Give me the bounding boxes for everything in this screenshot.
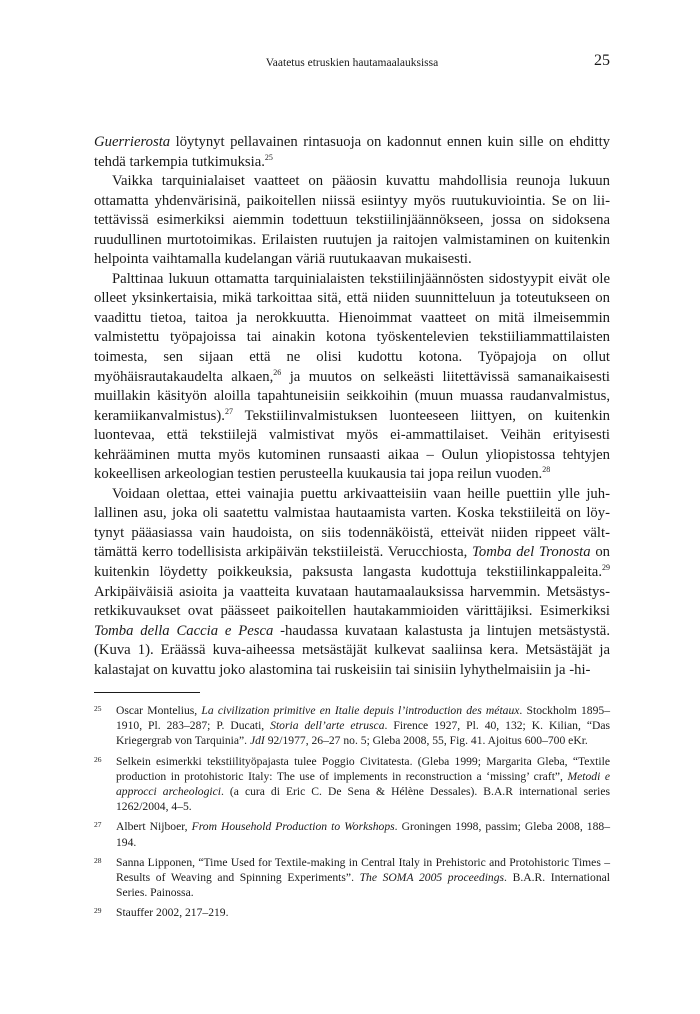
footnote-text: Selkein esimerkki tekstiilityöpajasta tulee Poggio Civitatesta. (Gleba 1999; Margarita Gleba, “Textile production in protohistoric Italy: The use of implements in reconstruction a ‘missing’ craft”,: [116, 754, 610, 783]
footnote: [94, 703, 610, 749]
footnote-text: Stauffer 2002, 217–219.: [116, 906, 229, 920]
footnotes: [94, 703, 610, 926]
paragraph-3: [94, 270, 610, 485]
footnote-text: . Firence 1927, Pl. 40, 132; K. Kilian, “Das Kriegergrab von Tarquinia”.: [116, 719, 610, 748]
footnote-ref-27[interactable]: 27: [224, 406, 233, 416]
paragraph-text: Tekstiilinvalmistuksen luonteeseen liittyen, on kuitenkin luontevaa, että tekstiilejä valmistivat myös ei-ammattilaiset. Veihän erityisesti kehrääminen mutta myös kutominen runsaasti aikaa – Oulun yliopistossa tehtyjen kokeellisen arkeologian testien perusteella kuukausia tai jopa reilun vuoden.: [94, 407, 610, 483]
footnote-number: 29: [94, 906, 102, 916]
paragraph-text: Vaikka tarquinialaiset vaatteet on pääosin kuvattu mahdollisia reunoja lukuun ottamatta yhdenvärisinä, paikoitellen niissä esiintyy myös ruutukuviointia. Se on liitettävissä esimerkiksi aiemmin todettuun tekstiilinjäännökseen, jossa on sidoksena ruudullinen murtotoimikas. Erilaisten ruutujen ja raitojen valmistaminen on kuitenkin helpointa vaihtamalla kudelangan väriä ruutukaavan mukaisesti.: [94, 173, 610, 268]
body-text: [94, 133, 610, 680]
footnote-title: JdI: [249, 734, 265, 748]
footnote-number: 26: [94, 754, 102, 764]
paragraph-2: [94, 172, 610, 270]
footnote-title: Metodi e approcci archeologici: [116, 769, 610, 799]
footnote-ref-25[interactable]: 25: [264, 152, 273, 162]
footnote-text: . Groningen 1998, passim; Gleba 2008, 188–194.: [116, 820, 610, 849]
paragraph-4: [94, 485, 610, 680]
footnote-text: . Stockholm 1895–1910, Pl. 283–287; P. Ducati,: [116, 704, 610, 733]
italic-tomb-name: Tomba della Caccia e Pesca: [94, 622, 274, 639]
footnote-text: 92/1977, 26–27 no. 5; Gleba 2008, 55, Fig. 41. Ajoitus 600–700 eKr.: [264, 734, 588, 748]
italic-place-name: Guerrierosta: [94, 134, 171, 150]
paragraph-1: [94, 133, 610, 172]
footnote-separator: [94, 692, 200, 693]
paragraph-text: Arkipäiväisiä asioita ja vaatteita kuvataan hautamaalauksissa harvemmin. Metsästysretkikuvaukset ovat päässeet paikoitellen hautakammioiden värittäjiksi. Esimerkiksi: [94, 583, 610, 620]
footnote-ref-26[interactable]: 26: [273, 367, 282, 377]
footnote-number: 28: [94, 855, 102, 865]
footnote-text: . (a cura di Eric C. De Sena & Hélène Dessales). B.A.R international series 1262/2004, 4–5.: [116, 785, 610, 814]
paragraph-text: ja muutos on selkeästi liitettävissä samanaikaisesti muillakin käsityön aloilla tapahtuneisiin seikkoihin (muun muassa raudanvalmistus, keramiikanvalmistus).: [94, 368, 610, 424]
running-title: Vaatetus etruskien hautamaalauksissa: [265, 57, 439, 69]
italic-tomb-name: Tomba del Tronosta: [472, 544, 591, 561]
footnote: [94, 855, 610, 901]
footnote-text: Oscar Montelius,: [116, 704, 202, 717]
footnote-text: . B.A.R. International Series. Painossa.: [116, 871, 610, 900]
footnote-title: The SOMA 2005 proceedings: [359, 871, 505, 885]
footnote-number: 27: [94, 820, 102, 830]
footnote: [94, 905, 610, 920]
page-number: 25: [594, 52, 610, 69]
footnote-ref-29[interactable]: 29: [602, 563, 610, 573]
footnote-text: Albert Nijboer,: [116, 820, 192, 834]
paragraph-text: Palttinaa lukuun ottamatta tarquinialaisten tekstiilinjäännösten sidostyypit eivät ole olleet yksinkertaisia, mikä tarkoittaa sitä, että niiden suunnitteluun ja toteutukseen on vaadittu tietoa, taitoa ja nerokkuutta. Hienoimmat vaatteet on mitä ilmeisemmin valmistettu työpajoissa tai ainakin kotona työskentelevien tekstiiliammattilaisten toimesta, sen sijaan että ne olisi kudottu kotona. Työpajoja on ollut myöhäisrautakaudelta alkaen,: [94, 270, 610, 385]
paragraph-text: on kuitenkin löydetty poikkeuksia, paksusta langasta kudottuja tekstiilinkappaleita.: [94, 544, 611, 581]
footnote-title: La civilization primitive en Italie depuis l’introduction des métaux: [201, 704, 520, 717]
footnote: [94, 754, 610, 815]
footnote: [94, 819, 610, 849]
running-head: [94, 54, 610, 72]
footnote-text: Sanna Lipponen, “Time Used for Textile-making in Central Italy in Prehistoric and Protohistoric Times – Results of Weaving and Spinning Experiments”.: [116, 855, 610, 885]
footnote-ref-28[interactable]: 28: [542, 465, 551, 475]
paragraph-text: -haudassa kuvataan kalastusta ja lintujen metsästystä. (Kuva 1). Eräässä kuva-aiheessa metsästäjät kulkevat saaliinsa kera. Metsästäjät ja kalastajat on kuvattu joko alastomina tai ruskeisiin tai sinisiin lyhythelmaisiin ja -hi-: [94, 622, 610, 678]
footnote-title: From Household Production to Workshops: [191, 820, 395, 834]
footnote-title: Storia dell’arte etrusca: [270, 719, 385, 733]
paragraph-text: Voidaan olettaa, ettei vainajia puettu arkivaatteisiin vaan heille puettiin ylle juhlallinen asu, joka oli saatettu valmistaa hautaamista varten. Koska tekstiileitä on löytynyt pääasiassa vain haudoista, on siis todennäköistä, etteivät niiden rippeet välttämättä kerro todellisista arkipäivän tekstiileistä. Verucchiosta,: [94, 485, 610, 561]
paragraph-text: löytynyt pellavainen rintasuoja on kadonnut ennen kuin sille on ehditty tehdä tarkempia tutkimuksia.: [94, 134, 610, 170]
footnote-number: 25: [94, 704, 102, 713]
